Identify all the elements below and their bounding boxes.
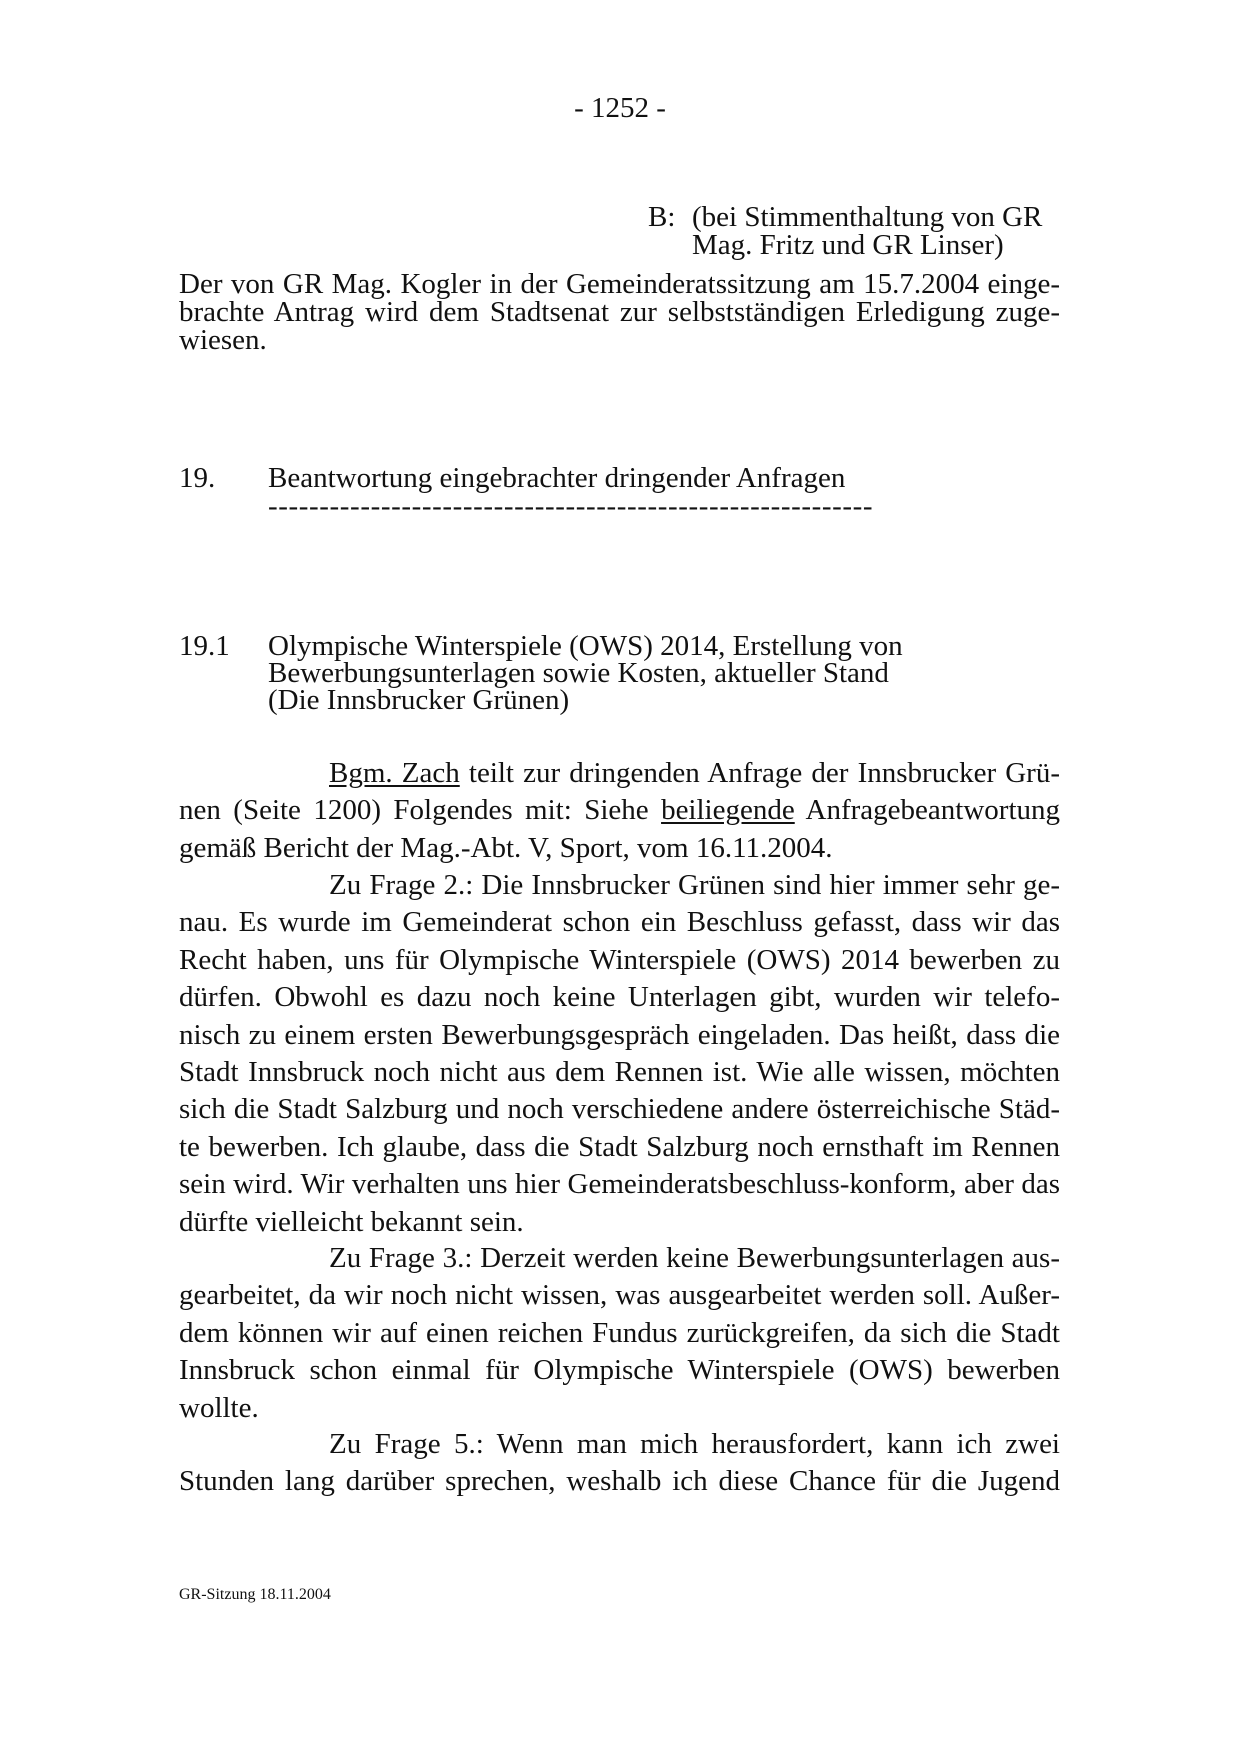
page-footer: GR-Sitzung 18.11.2004 xyxy=(179,1586,331,1603)
answer-text-1a: teilt zur dringenden Anfrage der Innsbrucker Grü-nen (Seite 1200) Folgendes mit: Siehe xyxy=(179,757,1060,827)
answer-question-2: Zu Frage 2.: Die Innsbrucker Grünen sind hier immer sehr ge-nau. Es wurde im Gemeinderat schon ein Beschluss gefasst, dass wir das Recht haben, uns für Olympische Winterspiele (OWS) 2014 bewerben zu dürfen. Obwohl es dazu noch keine Unterlagen gibt, wurden wir telefo-nisch zu einem ersten Bewerbungsgespräch eingeladen. Das heißt, dass die Stadt Innsbruck noch nicht aus dem Rennen ist. Wie alle wissen, möchten sich die Stadt Salzburg und noch verschiedene andere österreichische Städ-te bewerben. Ich glaube, dass die Stadt Salzburg noch ernsthaft im Rennen sein wird. Wir verhalten uns hier Gemeinderatsbeschluss-konform, aber das dürfte vielleicht bekannt sein. xyxy=(179,869,1060,1238)
vote-text-1: (bei Stimmenthaltung von GR xyxy=(692,201,1043,233)
intro-paragraph xyxy=(179,270,1060,354)
answer-paragraph-1 xyxy=(179,755,1060,867)
answer-paragraph-3 xyxy=(179,1240,1060,1427)
answer-question-5: Zu Frage 5.: Wenn man mich herausfordert, kann ich zwei Stunden lang darüber sprechen, weshalb ich diese Chance für die Jugend xyxy=(179,1428,1060,1498)
vote-label: B: xyxy=(648,201,676,233)
section-19-dash-rule: ----------------------------------------------------------- xyxy=(268,490,874,522)
section-19-number: 19. xyxy=(179,462,216,494)
intro-line-3: wiesen. xyxy=(179,324,267,356)
vote-block xyxy=(648,203,1042,259)
section-19-1-title xyxy=(268,630,903,716)
answer-text-1b: Anfragebeantwortung gemäß Bericht der Mag.-Abt. V, Sport, vom 16.11.2004. xyxy=(179,794,1061,864)
intro-line-2: brachte Antrag wird dem Stadtsenat zur selbstständigen Erledigung zuge- xyxy=(179,296,1060,328)
answer-paragraph-2 xyxy=(179,867,1060,1241)
answer-paragraph-4 xyxy=(179,1426,1060,1501)
intro-line-1: Der von GR Mag. Kogler in der Gemeinderatssitzung am 15.7.2004 einge- xyxy=(179,268,1060,300)
vote-line-1 xyxy=(648,203,1042,231)
section-19-title: Beantwortung eingebrachter dringender Anfragen xyxy=(268,462,846,494)
page-number: - 1252 - xyxy=(574,92,666,124)
section-19-1-number: 19.1 xyxy=(179,630,230,662)
section-19-1-title-line-1: Olympische Winterspiele (OWS) 2014, Erstellung von xyxy=(268,630,903,662)
speaker-name: Bgm. Zach xyxy=(329,757,460,789)
attachment-reference: beiliegende xyxy=(661,794,795,827)
answer-question-3: Zu Frage 3.: Derzeit werden keine Bewerbungsunterlagen aus-gearbeitet, da wir noch nicht wissen, was ausgearbeitet werden soll. Außer-dem können wir auf einen reichen Fundus zurückgreifen, da sich die Stadt Innsbruck schon einmal für Olympische Winterspiele (OWS) bewerben wollte. xyxy=(179,1242,1060,1424)
vote-line-2: Mag. Fritz und GR Linser) xyxy=(692,229,1004,261)
section-19-1-title-line-2: Bewerbungsunterlagen sowie Kosten, aktueller Stand xyxy=(268,657,889,689)
section-19-1-title-line-3: (Die Innsbrucker Grünen) xyxy=(268,684,570,716)
